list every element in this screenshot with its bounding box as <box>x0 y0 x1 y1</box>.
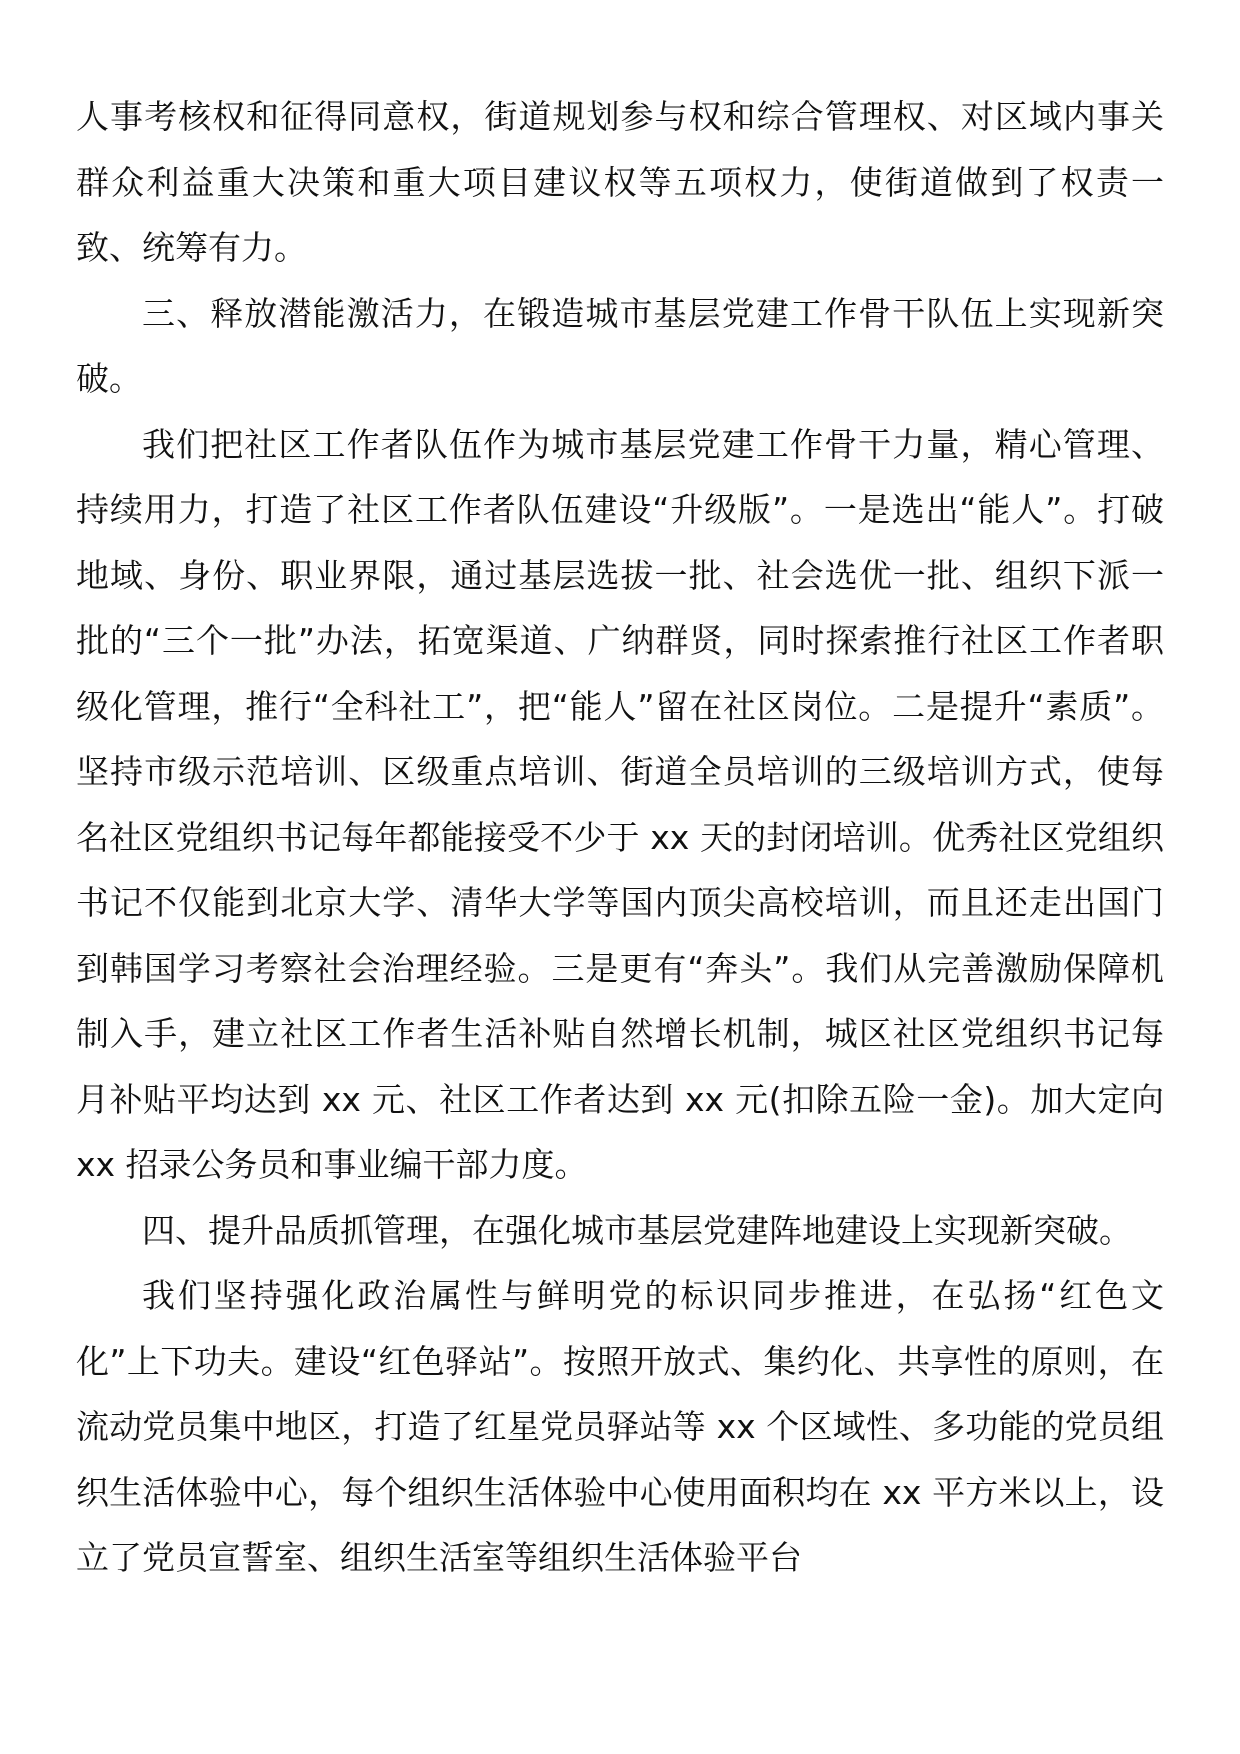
paragraph-community-workers: 我们把社区工作者队伍作为城市基层党建工作骨干力量，精心管理、持续用力，打造了社区工作者队伍建设“升级版”。一是选出“能人”。打破地域、身份、职业界限，通过基层选拔一批、社会选优一批、组织下派一批的“三个一批”办法，拓宽渠道、广纳群贤，同时探索推行社区工作者职级化管理，推行“全科社工”，把“能人”留在社区岗位。二是提升“素质”。坚持市级示范培训、区级重点培训、街道全员培训的三级培训方式，使每名社区党组织书记每年都能接受不少于 xx 天的封闭培训。优秀社区党组织书记不仅能到北京大学、清华大学等国内顶尖高校培训，而且还走出国门到韩国学习考察社会治理经验。三是更有“奔头”。我们从完善激励保障机制入手，建立社区工作者生活补贴自然增长机制，城区社区党组织书记每月补贴平均达到 xx 元、社区工作者达到 xx 元(扣除五险一金)。加大定向 xx 招录公务员和事业编干部力度。 <box>76 424 1164 1184</box>
paragraph-continued: 人事考核权和征得同意权，街道规划参与权和综合管理权、对区域内事关群众利益重大决策和重大项目建议权等五项权力，使街道做到了权责一致、统筹有力。 <box>76 97 1164 267</box>
document-body <box>76 84 1164 1591</box>
paragraph-red-culture: 我们坚持强化政治属性与鲜明党的标识同步推进，在弘扬“红色文化”上下功夫。建设“红色驿站”。按照开放式、集约化、共享性的原则，在流动党员集中地区，打造了红星党员驿站等 xx 个区域性、多功能的党员组织生活体验中心，每个组织生活体验中心使用面积均在 xx 平方米以上，设立了党员宣誓室、组织生活室等组织生活体验平台 <box>76 1276 1164 1577</box>
section-heading-three: 三、释放潜能激活力，在锻造城市基层党建工作骨干队伍上实现新突破。 <box>76 293 1164 398</box>
section-heading-four: 四、提升品质抓管理，在强化城市基层党建阵地建设上实现新突破。 <box>142 1210 1132 1250</box>
